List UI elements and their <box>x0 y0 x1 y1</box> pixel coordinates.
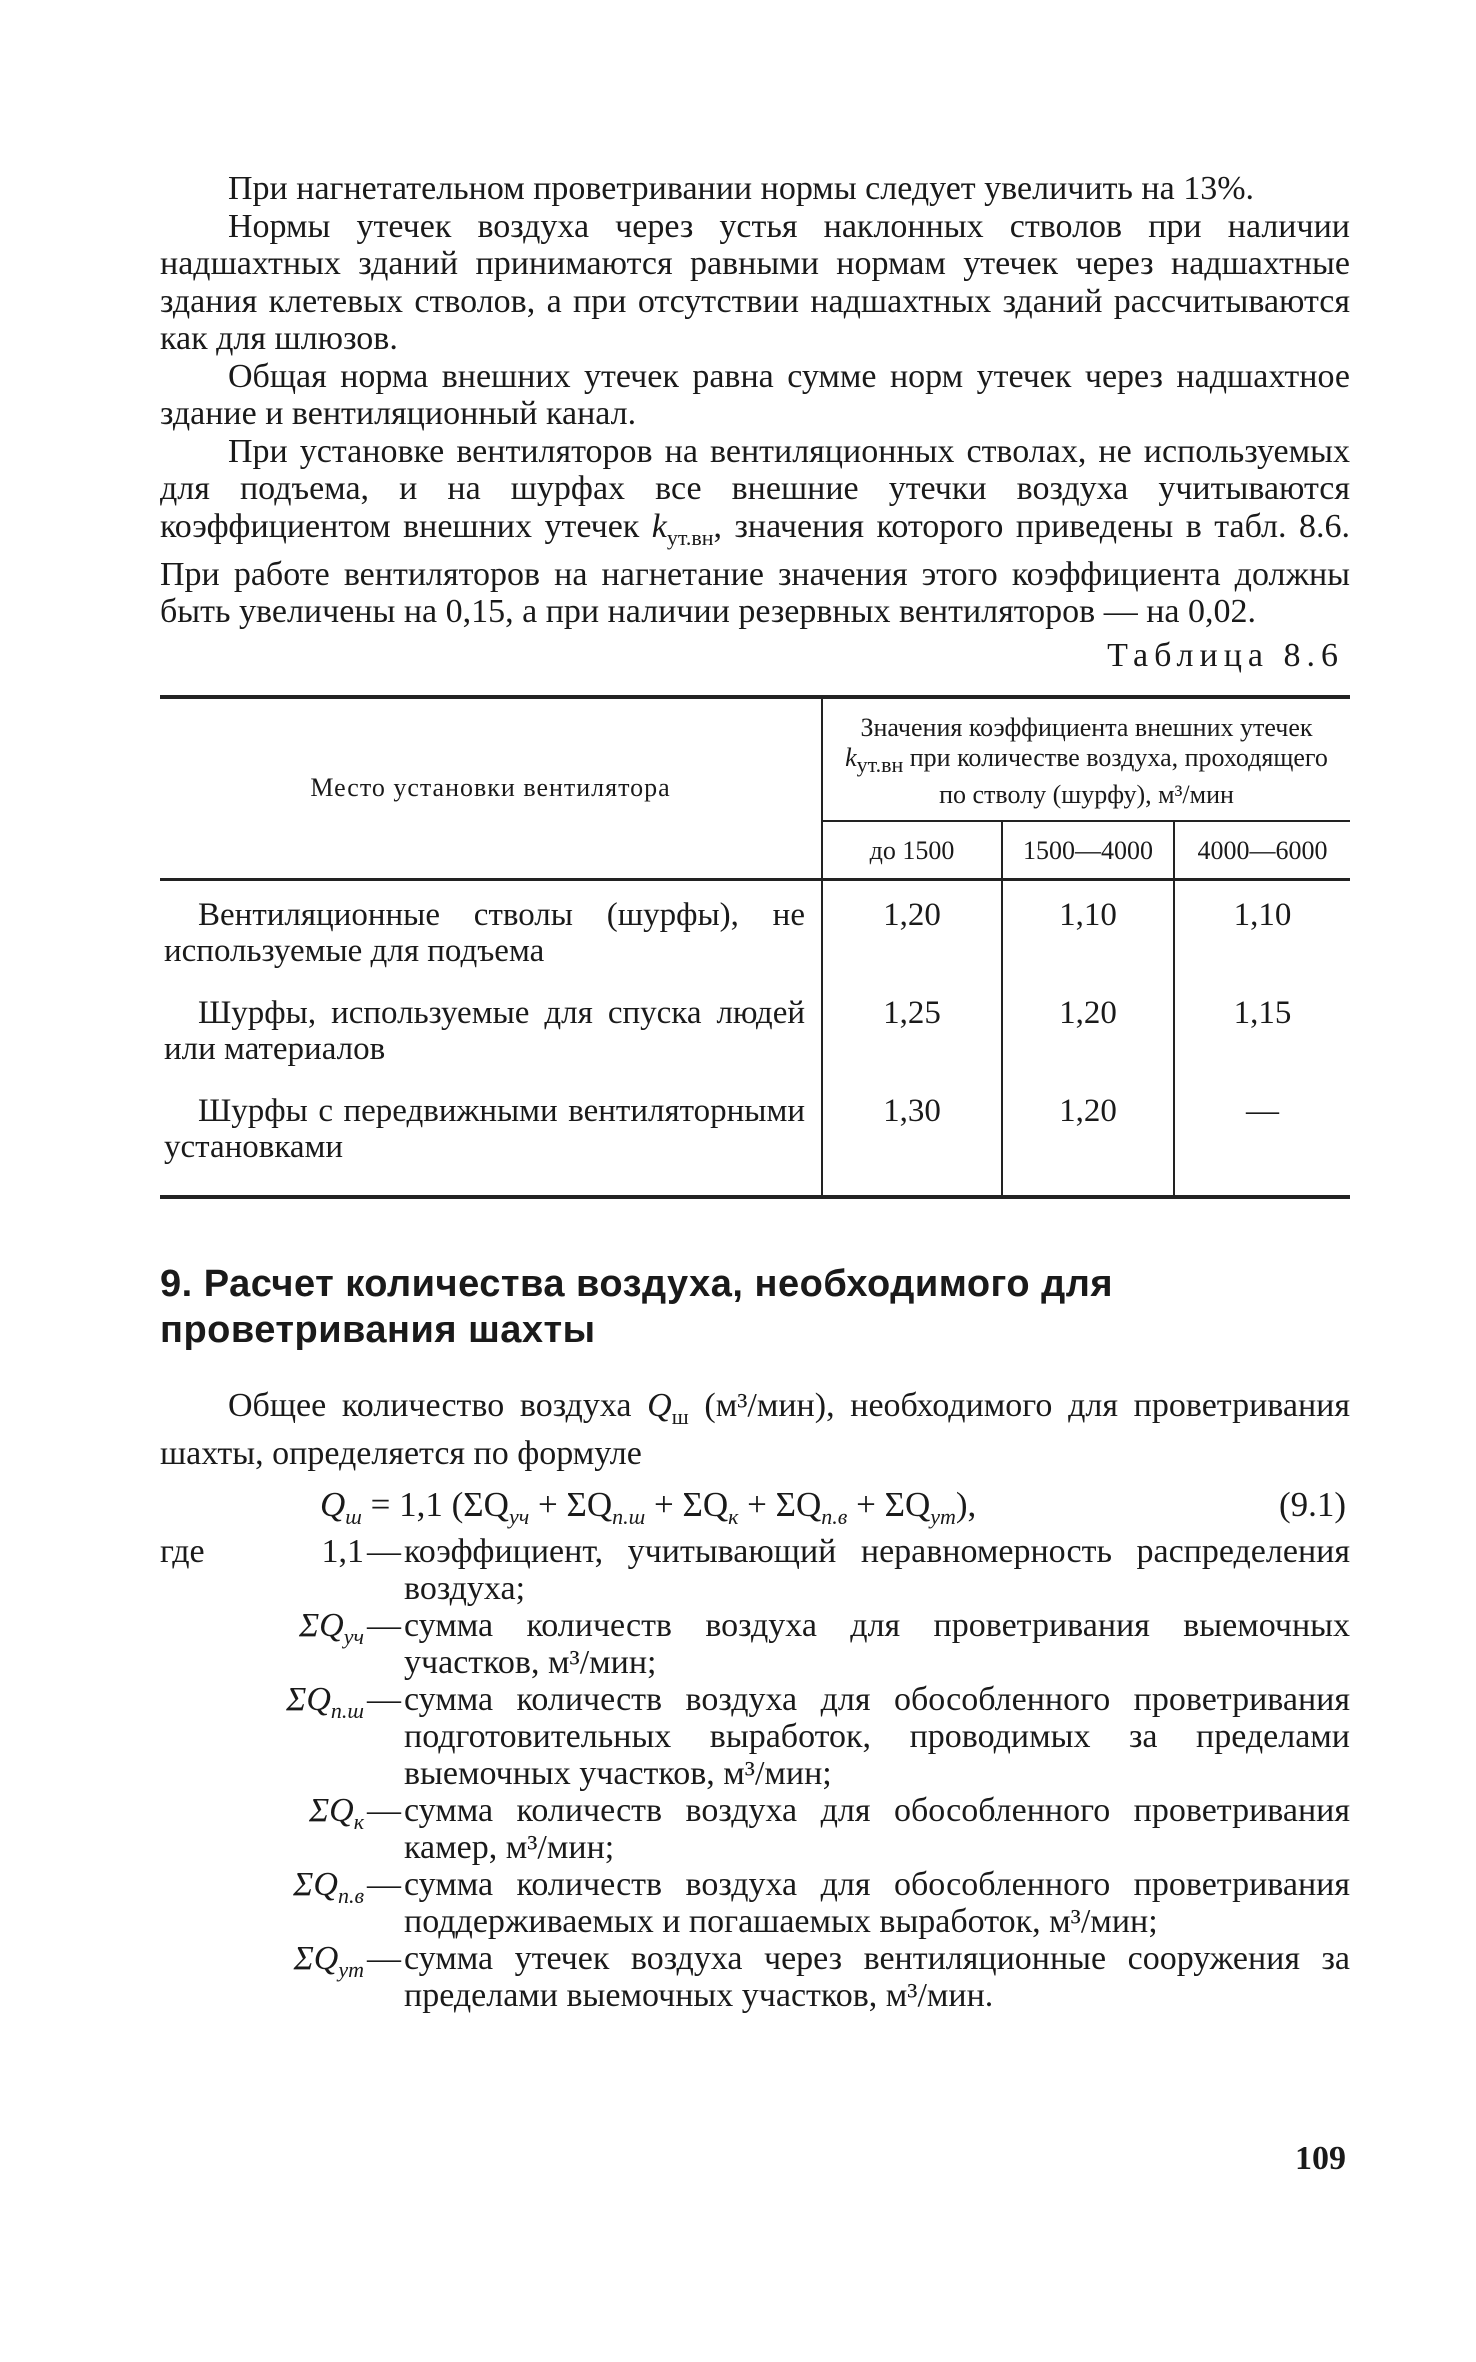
definition-symbol-text: ΣQ <box>286 1680 331 1718</box>
intro-symbol: Q <box>647 1386 672 1424</box>
formula-sub: п.в <box>821 1503 848 1529</box>
formula-part: ), <box>955 1484 977 1524</box>
definition-dash: — <box>367 1865 401 1903</box>
header-sub-3: 4000—6000 <box>1174 821 1350 880</box>
leak-coefficient-table <box>160 695 1350 1199</box>
definition-item <box>160 1866 1350 1940</box>
row-place-text: Шурфы, используемые для спуска людей или материалов <box>164 994 805 1067</box>
header-sub-1: до 1500 <box>822 821 1002 880</box>
row-value-1: 1,30 <box>822 1077 1002 1197</box>
table-row <box>160 1077 1350 1197</box>
definition-symbol-sub: уч <box>343 1623 364 1649</box>
formula-part: + ΣQ <box>738 1484 822 1524</box>
formula-sub: к <box>728 1503 739 1529</box>
row-value-3: — <box>1174 1077 1350 1197</box>
row-value-1: 1,20 <box>883 896 941 933</box>
definition-spacer <box>160 1792 240 1866</box>
definition-text: сумма утечек воздуха через вентиляционные сооружения за пределами выемочных участков, м³/мин. <box>404 1939 1350 2014</box>
formula-part: = 1,1 (ΣQ <box>361 1484 509 1524</box>
header-sub-2: 1500—4000 <box>1002 821 1174 880</box>
definition-spacer <box>160 1866 240 1940</box>
definition-dash: — <box>367 1939 401 1977</box>
intro-subscript: ш <box>671 1403 689 1429</box>
definition-symbol-text: ΣQ <box>293 1939 339 1977</box>
row-value-3: 1,15 <box>1233 994 1292 1031</box>
coef-subscript: ут.вн <box>666 524 714 550</box>
row-place <box>160 979 822 1077</box>
paragraph-text-b: , значения которого приведены в табл. 8.6. При работе вентиляторов на нагнетание значения этого коэффициента должны быть увеличены на 0,15, а при наличии резервных вентиляторов — на 0,02. <box>160 507 1350 631</box>
definition-item <box>160 1533 1350 1607</box>
header-coef-text-a: Значения коэффициента внешних утечек <box>860 712 1313 742</box>
definition-symbol-text: ΣQ <box>293 1865 338 1903</box>
header-place: Место установки вентилятора <box>160 699 822 880</box>
row-value-2: 1,20 <box>1002 1077 1174 1197</box>
definition-item <box>160 1792 1350 1866</box>
definition-item <box>160 1607 1350 1681</box>
definition-spacer <box>160 1607 240 1681</box>
row-value-2: 1,20 <box>1002 979 1174 1077</box>
row-place-text: Вентиляционные стволы (шурфы), не используемые для подъема <box>164 896 805 969</box>
definition-symbol <box>240 1792 364 1866</box>
row-value-3: 1,10 <box>1233 896 1292 933</box>
formula-part: + ΣQ <box>529 1484 613 1524</box>
definition-text: коэффициент, учитывающий неравномерность распределения воздуха; <box>404 1532 1350 1607</box>
header-coef-subscript: ут.вн <box>856 751 904 777</box>
definition-item <box>160 1681 1350 1792</box>
definition-dash: — <box>367 1680 401 1718</box>
paragraph-total-leak-norm: Общая норма внешних утечек равна сумме норм утечек через надшахтное здание и вентиляционный канал. <box>160 357 1350 432</box>
definition-text: сумма количеств воздуха для обособленного проветривания поддерживаемых и погашаемых выработок, м³/мин; <box>404 1865 1350 1940</box>
row-value-2: 1,10 <box>1002 879 1174 979</box>
formula-expression <box>320 1485 976 1530</box>
row-place-text: Шурфы с передвижными вентиляторными установками <box>164 1092 805 1165</box>
definition-symbol <box>240 1607 364 1681</box>
definition-dash: — <box>367 1606 401 1644</box>
paragraph-total-air <box>160 1387 1350 1473</box>
definition-spacer <box>160 1681 240 1792</box>
table-caption: Таблица 8.6 <box>1107 636 1344 674</box>
definition-text: сумма количеств воздуха для обособленного проветривания подготовительных выработок, проводимых за пределами выемочных участков, м³/мин; <box>404 1680 1350 1792</box>
row-place <box>160 1077 822 1197</box>
formula-definitions <box>160 1533 1350 2014</box>
formula-number: (9.1) <box>1278 1484 1346 1524</box>
definition-symbol-sub: к <box>353 1808 364 1834</box>
page-number: 109 <box>1295 2140 1346 2177</box>
paragraph-inclined-shafts: Нормы утечек воздуха через устья наклонных стволов при наличии надшахтных зданий принимаются равными нормам утечек через надшахтные здания клетевых стволов, а при отсутствии надшахтных зданий рассчитываются как для шлюзов. <box>160 207 1350 357</box>
definition-symbol-text: ΣQ <box>298 1606 344 1644</box>
header-coef-symbol: k <box>845 742 857 772</box>
definition-text: сумма количеств воздуха для обособленного проветривания камер, м³/мин; <box>404 1791 1350 1866</box>
intro-text-a: Общее количество воздуха <box>228 1386 648 1424</box>
definition-dash: — <box>367 1532 401 1570</box>
definition-symbol-text: ΣQ <box>308 1791 354 1829</box>
formula-lhs-sub: ш <box>345 1503 362 1529</box>
table-row <box>160 979 1350 1077</box>
definition-symbol <box>240 1866 364 1940</box>
section-title: 9. Расчет количества воздуха, необходимого для проветривания шахты <box>160 1262 1114 1351</box>
paragraph-pressure-ventilation: При нагнетательном проветривании нормы следует увеличить на 13%. <box>228 170 1255 207</box>
formula-9-1 <box>160 1481 1350 1527</box>
table-row <box>160 879 1350 979</box>
definition-symbol <box>240 1533 364 1607</box>
formula-sub: ут <box>930 1503 956 1529</box>
definition-symbol-text: 1,1 <box>321 1532 364 1570</box>
coef-symbol: k <box>651 507 667 545</box>
definition-symbol-sub: ут <box>338 1956 364 1982</box>
definition-dash: — <box>367 1791 401 1829</box>
row-value-1: 1,25 <box>883 994 941 1031</box>
definition-symbol-sub: п.в <box>337 1882 364 1908</box>
definition-symbol <box>240 1681 364 1792</box>
formula-lhs: Q <box>320 1484 346 1524</box>
formula-sub: уч <box>508 1503 530 1529</box>
definition-spacer <box>160 1940 240 2014</box>
row-place <box>160 879 822 979</box>
definition-item <box>160 1940 1350 2014</box>
page-content <box>160 170 1350 2014</box>
header-coef-text-b: при количестве воздуха, проходящего по стволу (шурфу), м³/мин <box>903 742 1328 809</box>
formula-sub: п.ш <box>612 1503 646 1529</box>
definition-text: сумма количеств воздуха для проветривания выемочных участков, м³/мин; <box>404 1606 1350 1681</box>
paragraph-text-a: При установке вентиляторов на вентиляционных стволах, не используемых для подъема, и на шурфах все внешние утечки воздуха учитываются коэффициентом внешних утечек <box>160 432 1350 545</box>
intro-text-b: (м³/мин), необходимого для проветривания шахты, определяется по формуле <box>160 1386 1350 1473</box>
formula-part: + ΣQ <box>847 1484 931 1524</box>
definition-symbol-sub: п.ш <box>330 1697 364 1723</box>
header-coef-group <box>822 699 1350 821</box>
where-label: где <box>160 1532 205 1570</box>
definition-symbol <box>240 1940 364 2014</box>
paragraph-fan-installation <box>160 433 1350 631</box>
formula-part: + ΣQ <box>645 1484 729 1524</box>
